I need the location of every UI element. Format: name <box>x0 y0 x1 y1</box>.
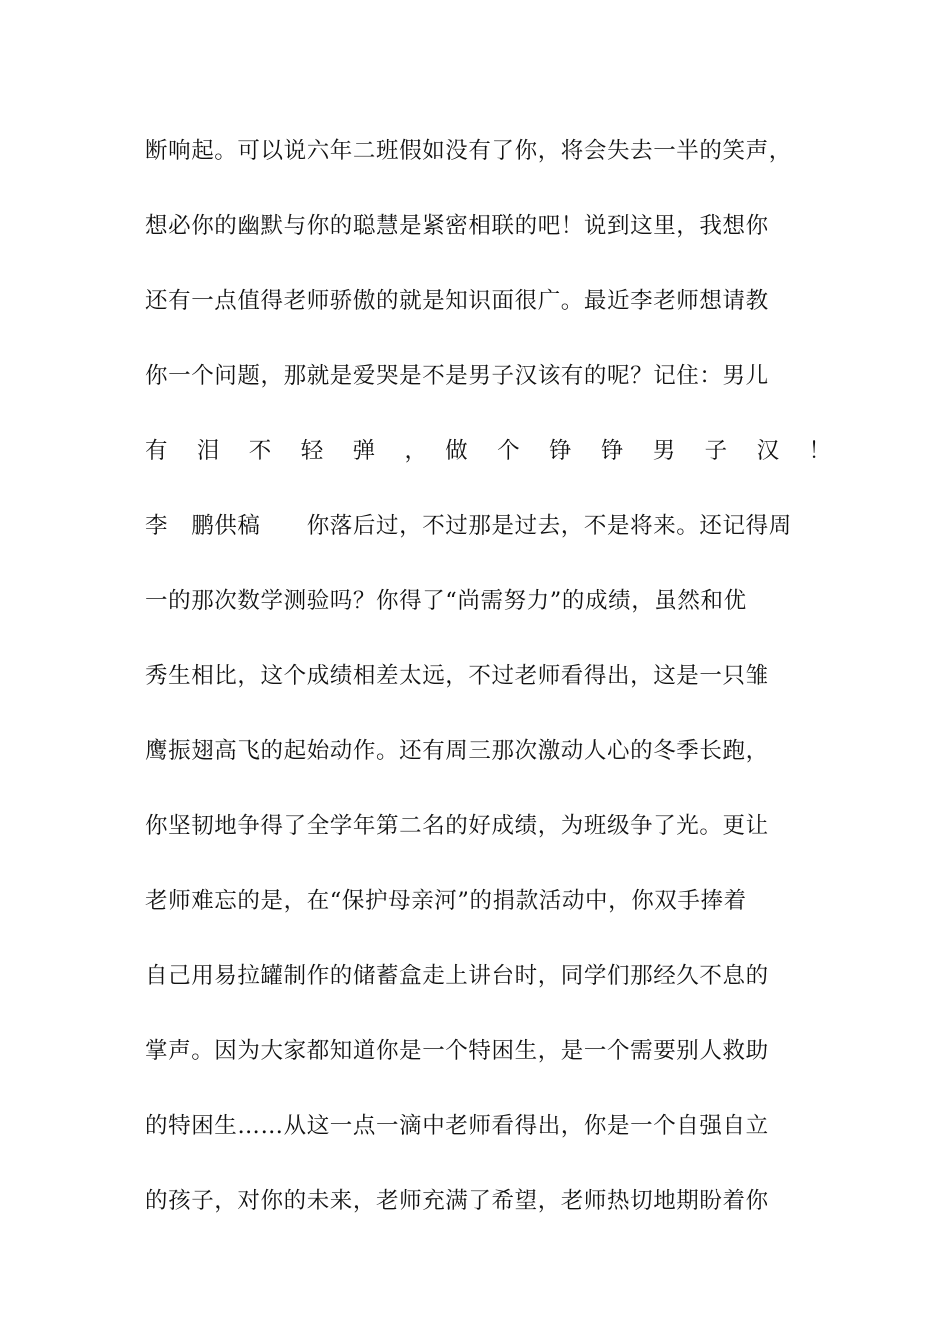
text-line-13: 掌声。因为大家都知道你是一个特困生，是一个需要别人救助 <box>145 1038 769 1064</box>
text-line-12: 自己用易拉罐制作的储蓄盒走上讲台时，同学们那经久不息的 <box>145 963 769 989</box>
text-line-6: 李 鹏供稿 你落后过，不过那是过去，不是将来。还记得周 <box>145 513 792 539</box>
text-line-10: 你坚韧地争得了全学年第二名的好成绩，为班级争了光。更让 <box>145 813 769 839</box>
text-line-11: 老师难忘的是，在“保护母亲河”的捐款活动中，你双手捧着 <box>145 888 747 914</box>
text-line-9: 鹰振翅高飞的起始动作。还有周三那次激动人心的冬季长跑， <box>145 738 769 764</box>
text-line-8: 秀生相比，这个成绩相差太远，不过老师看得出，这是一只雏 <box>145 663 769 689</box>
text-line-2: 想必你的幽默与你的聪慧是紧密相联的吧！说到这里，我想你 <box>145 213 769 239</box>
text-line-15: 的孩子，对你的未来，老师充满了希望，老师热切地期盼着你 <box>145 1188 769 1214</box>
text-line-3: 还有一点值得老师骄傲的就是知识面很广。最近李老师想请教 <box>145 288 769 314</box>
text-line-1: 断响起。可以说六年二班假如没有了你，将会失去一半的笑声， <box>145 138 792 164</box>
text-line-5: 有 泪 不 轻 弹 ， 做 个 铮 铮 男 子 汉 ！ <box>145 438 831 464</box>
text-line-4: 你一个问题，那就是爱哭是不是男子汉该有的呢？记住：男儿 <box>145 363 769 389</box>
text-line-14: 的特困生……从这一点一滴中老师看得出，你是一个自强自立 <box>145 1113 769 1139</box>
text-line-7: 一的那次数学测验吗？你得了“尚需努力”的成绩，虽然和优 <box>145 588 747 614</box>
